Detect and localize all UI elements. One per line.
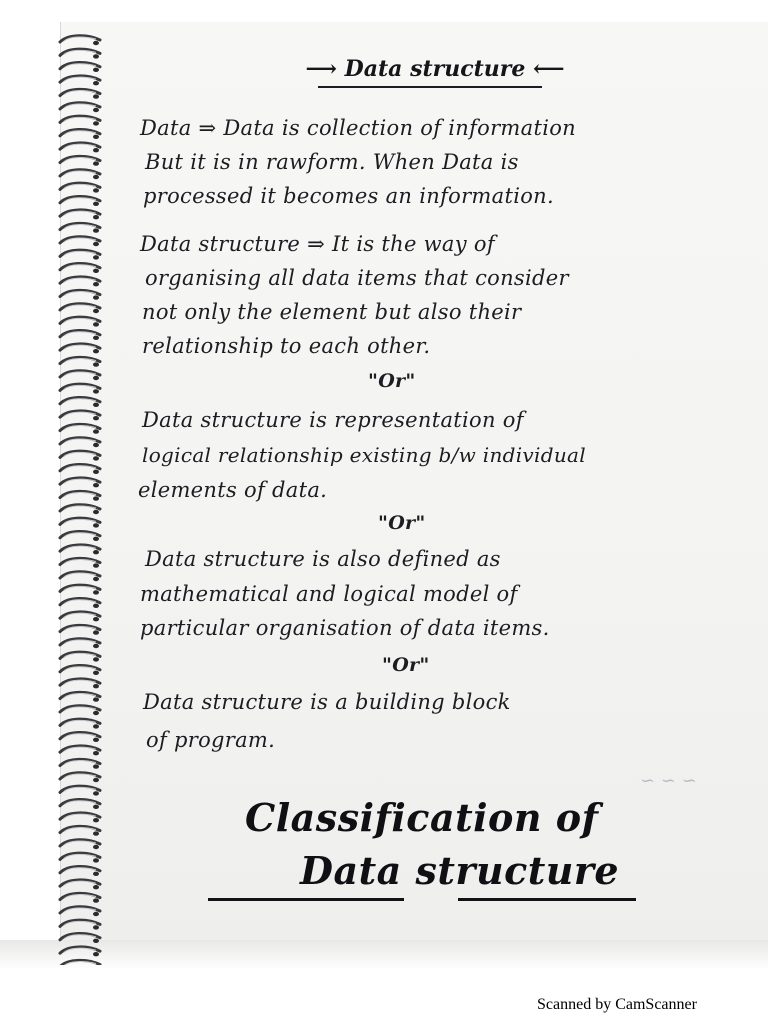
spiral-coil <box>60 572 100 581</box>
spiral-coil <box>60 625 100 634</box>
title-underline <box>318 86 542 88</box>
spiral-coil <box>60 773 100 782</box>
spiral-coil <box>60 424 100 433</box>
spiral-coil <box>60 451 100 460</box>
or-separator-1: "Or" <box>368 370 416 392</box>
def-ds-rep-line-2: logical relationship existing b/w individual <box>142 443 586 467</box>
spiral-coil <box>60 357 100 366</box>
spiral-coil <box>60 264 100 273</box>
spiral-coil <box>60 853 100 862</box>
spiral-coil <box>60 666 100 675</box>
spiral-coil <box>60 813 100 822</box>
spiral-coil <box>60 277 100 286</box>
spiral-coil <box>60 840 100 849</box>
heading-rule-left <box>208 898 404 901</box>
title-arrow-left-icon: ⟶ <box>305 56 337 82</box>
classification-heading-line-2: Data structure <box>300 848 620 893</box>
spiral-coil <box>60 210 100 219</box>
spiral-coil <box>60 599 100 608</box>
spiral-coil <box>60 960 100 965</box>
spiral-coil <box>60 491 100 500</box>
spiral-coil <box>60 250 100 259</box>
spiral-coil <box>60 344 100 353</box>
spiral-coil <box>60 639 100 648</box>
spiral-coil <box>60 612 100 621</box>
spiral-coil <box>60 197 100 206</box>
spiral-coil <box>60 116 100 125</box>
def-ds-rep-line-1: Data structure is representation of <box>142 408 524 432</box>
spiral-coil <box>60 505 100 514</box>
spiral-coil <box>60 36 100 45</box>
def-ds-line-3: not only the element but also their <box>142 300 522 324</box>
scanner-watermark: Scanned by CamScanner <box>537 996 697 1013</box>
spiral-coil <box>60 907 100 916</box>
spiral-coil <box>60 518 100 527</box>
spiral-coil <box>60 438 100 447</box>
spiral-binding <box>52 30 112 965</box>
spiral-coil <box>60 384 100 393</box>
spiral-coil <box>60 759 100 768</box>
spiral-coil <box>60 692 100 701</box>
spiral-coil <box>60 786 100 795</box>
spiral-coil <box>60 170 100 179</box>
spiral-coil <box>60 237 100 246</box>
spiral-coil <box>60 465 100 474</box>
spiral-coil <box>60 156 100 165</box>
spiral-coil <box>60 49 100 58</box>
spiral-coil <box>60 585 100 594</box>
spiral-coil <box>60 800 100 809</box>
spiral-coil <box>60 746 100 755</box>
spiral-coil <box>60 545 100 554</box>
spiral-coil <box>60 76 100 85</box>
page-title <box>270 56 600 82</box>
spiral-coil <box>60 826 100 835</box>
spiral-coil <box>60 411 100 420</box>
spiral-coil <box>60 183 100 192</box>
def-ds-rep-line-3: elements of data. <box>138 478 328 502</box>
def-ds-block-line-2: of program. <box>146 728 276 752</box>
def-data-line-2: But it is in rawform. When Data is <box>145 150 519 174</box>
spiral-coil <box>60 920 100 929</box>
spiral-coil <box>60 143 100 152</box>
heading-rule-right <box>458 898 636 901</box>
bleed-through-mark: ~ ~ ~ <box>640 770 697 791</box>
def-data-line-1: Data ⇒ Data is collection of information <box>140 116 576 140</box>
spiral-coil <box>60 880 100 889</box>
spiral-coil <box>60 733 100 742</box>
def-ds-model-line-3: particular organisation of data items. <box>140 616 550 640</box>
spiral-coil <box>60 893 100 902</box>
spiral-coil <box>60 478 100 487</box>
spiral-coil <box>60 558 100 567</box>
spiral-coil <box>60 652 100 661</box>
spiral-coil <box>60 317 100 326</box>
def-ds-model-line-1: Data structure is also defined as <box>145 547 501 571</box>
def-ds-line-2: organising all data items that consider <box>145 266 569 290</box>
spiral-coil <box>60 304 100 313</box>
or-separator-2: "Or" <box>378 512 426 534</box>
spiral-coil <box>60 398 100 407</box>
def-ds-line-4: relationship to each other. <box>142 334 431 358</box>
spiral-coil <box>60 532 100 541</box>
title-text: Data structure <box>344 56 526 82</box>
page-shadow <box>0 940 768 970</box>
spiral-coil <box>60 867 100 876</box>
def-ds-line-1: Data structure ⇒ It is the way of <box>140 232 495 256</box>
spiral-coil <box>60 371 100 380</box>
spiral-coil <box>60 130 100 139</box>
spiral-coil <box>60 934 100 943</box>
spiral-coil <box>60 331 100 340</box>
spiral-coil <box>60 89 100 98</box>
spiral-coil <box>60 719 100 728</box>
spiral-coil <box>60 947 100 956</box>
spiral-coil <box>60 223 100 232</box>
def-data-line-3: processed it becomes an information. <box>143 184 554 208</box>
or-separator-3: "Or" <box>382 654 430 676</box>
spiral-coil <box>60 290 100 299</box>
def-ds-model-line-2: mathematical and logical model of <box>140 582 518 606</box>
spiral-coil <box>60 706 100 715</box>
spiral-coil <box>60 103 100 112</box>
spiral-coil <box>60 679 100 688</box>
def-ds-block-line-1: Data structure is a building block <box>143 690 511 714</box>
title-arrow-right-icon: ⟵ <box>533 56 565 82</box>
spiral-coil <box>60 63 100 72</box>
classification-heading-line-1: Classification of <box>245 795 599 840</box>
